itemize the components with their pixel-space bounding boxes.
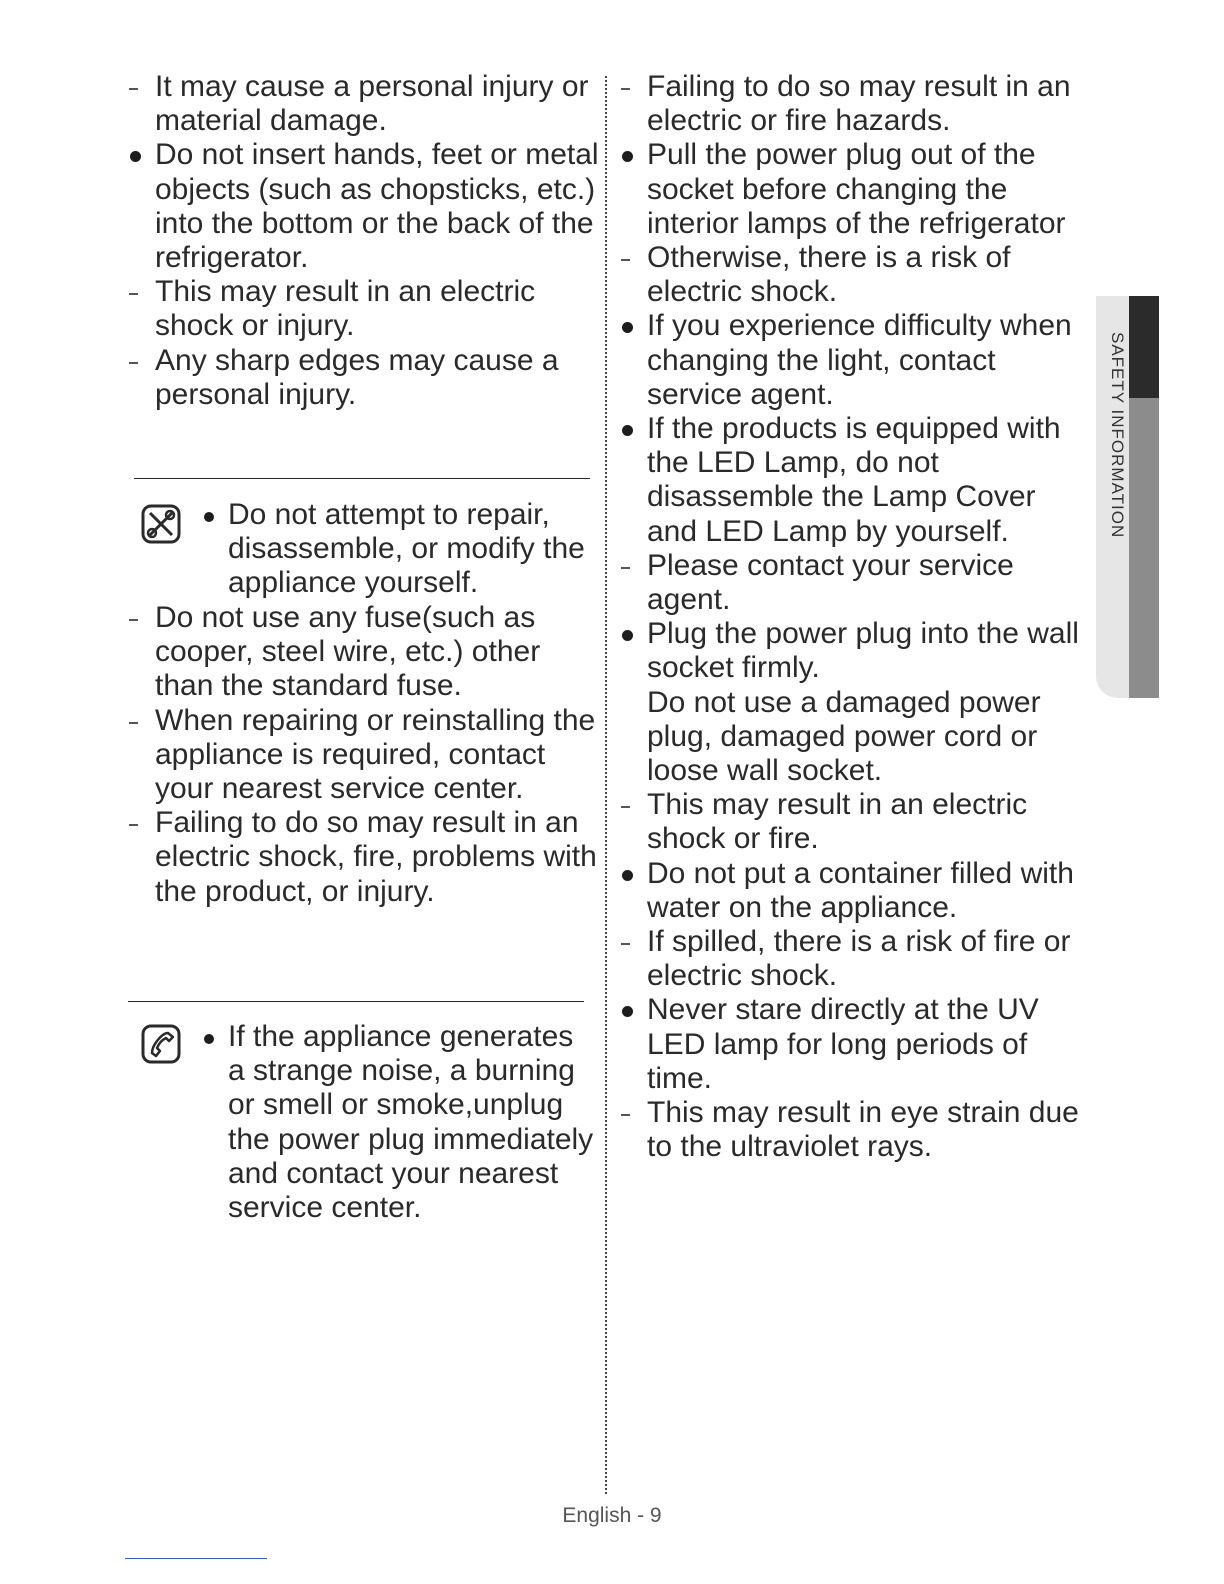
unplug-phone-icon <box>140 1023 182 1070</box>
list-item: Do not put a container filled with water on the appliance. <box>647 856 1074 924</box>
section-divider <box>128 1001 584 1002</box>
list-item: If the appliance generates a strange noise, a burning or smell or smoke,unplug the power plug immediately and contact your nearest service center. <box>228 1020 594 1225</box>
repair-notice-bullet <box>202 498 602 601</box>
page-number: English - 9 <box>562 1504 662 1527</box>
list-item: It may cause a personal injury or material damage. <box>155 70 589 138</box>
list-item: This may result in an electric shock or fire. <box>647 788 1028 856</box>
list-item: Failing to do so may result in an electric or fire hazards. <box>647 70 1071 138</box>
list-item: Pull the power plug out of the socket before changing the interior lamps of the refrigerator <box>647 138 1066 240</box>
list-item: Otherwise, there is a risk of electric shock. <box>647 241 1011 309</box>
list-item: Plug the power plug into the wall socket firmly. Do not use a damaged power plug, damaged power cord or loose wall socket. <box>618 617 1083 788</box>
list-item: If the products is equipped with the LED Lamp, do not disassemble the Lamp Cover and LED Lamp by yourself. <box>647 412 1061 548</box>
list-item: If spilled, there is a risk of fire or electric shock. <box>647 925 1071 993</box>
list-item: Failing to do so may result in an electric shock, fire, problems with the product, or injury. <box>155 806 597 908</box>
section-side-tab <box>1096 296 1159 698</box>
no-disassembly-icon <box>140 503 182 550</box>
list-item: Any sharp edges may cause a personal injury. <box>155 343 559 411</box>
list-item-extra: Do not use a damaged power plug, damaged power cord or loose wall socket. <box>647 685 1041 788</box>
right-list <box>618 70 1083 1165</box>
list-item: Do not use any fuse(such as cooper, steel wire, etc.) other than the standard fuse. <box>155 601 541 703</box>
left-intro-list <box>126 70 601 412</box>
list-item: This may result in eye strain due to the ultraviolet rays. <box>647 1096 1079 1164</box>
list-item: This may result in an electric shock or injury. <box>155 275 536 343</box>
list-item: When repairing or reinstalling the appliance is required, contact your nearest service center. <box>155 703 596 806</box>
bottom-link-underline <box>125 1558 267 1559</box>
side-tab-strip <box>1129 398 1159 698</box>
section-divider <box>134 478 590 479</box>
column-separator <box>605 76 607 1494</box>
list-item: Please contact your service agent. <box>647 548 1014 617</box>
list-item: Do not attempt to repair, disassemble, or modify the appliance yourself. <box>228 498 585 600</box>
unplug-notice-bullet <box>202 1020 597 1225</box>
list-item: Do not insert hands, feet or metal objects (such as chopsticks, etc.) into the bottom or the back of the refrigerator. <box>155 138 599 275</box>
side-tab-active-strip <box>1129 296 1159 398</box>
list-item: Never stare directly at the UV LED lamp for long periods of time. <box>647 993 1039 1095</box>
list-item: If you experience difficulty when changing the light, contact service agent. <box>647 309 1072 411</box>
repair-notice-list <box>126 601 601 909</box>
side-tab-label: SAFETY INFORMATION <box>1108 332 1127 539</box>
